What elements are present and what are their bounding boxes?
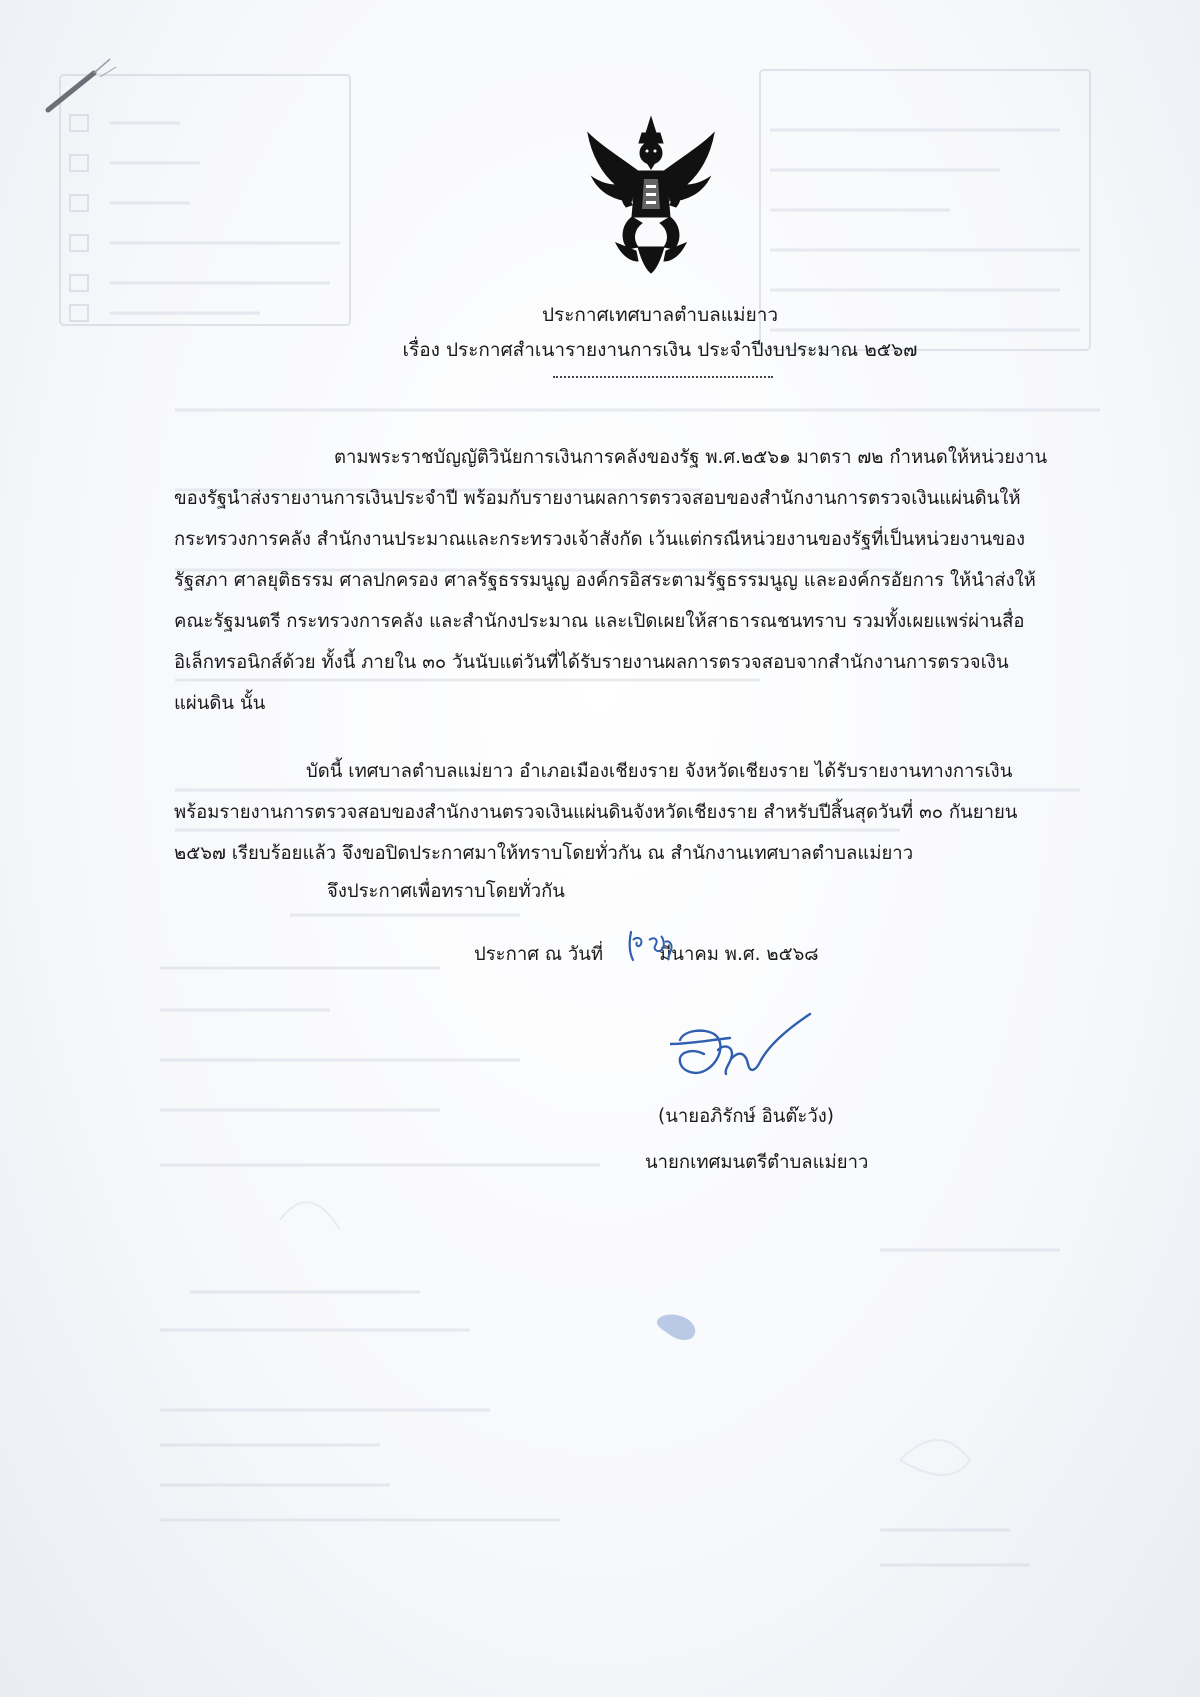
date-month-year: มีนาคม พ.ศ. ๒๕๖๘ [659, 944, 819, 965]
paragraph-line: รัฐสภา ศาลยุติธรรม ศาลปกครอง ศาลรัฐธรรมนูญ องค์กรอิสระตามรัฐธรรมนูญ และองค์กรอัยการ ให้นำส่งให้ [174, 570, 1036, 591]
paragraph-1 [174, 437, 1134, 724]
paragraph-line: ตามพระราชบัญญัติวินัยการเงินการคลังของรัฐ พ.ศ.๒๕๖๑ มาตรา ๗๒ กำหนดให้หน่วยงาน [334, 447, 1048, 468]
signatory-position: นายกเทศมนตรีตำบลแม่ยาว [645, 1152, 869, 1173]
paragraph-2 [174, 751, 1134, 874]
closing-statement: จึงประกาศเพื่อทราบโดยทั่วกัน [327, 881, 565, 902]
garuda-emblem-icon [586, 115, 716, 275]
ink-blot [655, 1310, 699, 1344]
signatory-name: (นายอภิรักษ์ อินต๊ะวัง) [658, 1106, 834, 1127]
paragraph-line: ของรัฐนำส่งรายงานการเงินประจำปี พร้อมกับรายงานผลการตรวจสอบของสำนักงานการตรวจเงินแผ่นดินให้ [174, 488, 1021, 509]
paragraph-line: แผ่นดิน นั้น [174, 693, 266, 714]
subject-line: เรื่อง ประกาศสำเนารายงานการเงิน ประจำปีงบประมาณ ๒๕๖๗ [402, 339, 918, 361]
paragraph-line: บัดนี้ เทศบาลตำบลแม่ยาว อำเภอเมืองเชียงราย จังหวัดเชียงราย ได้รับรายงานทางการเงิน [306, 761, 1013, 782]
handwritten-day [625, 928, 681, 964]
dotted-separator [553, 376, 773, 378]
date-prefix: ประกาศ ณ วันที่ [474, 944, 604, 965]
paragraph-line: ๒๕๖๗ เรียบร้อยแล้ว จึงขอปิดประกาศมาให้ทราบโดยทั่วกัน ณ สำนักงานเทศบาลตำบลแม่ยาว [174, 843, 914, 864]
signature-icon [670, 1010, 820, 1100]
org-title: ประกาศเทศบาลตำบลแม่ยาว [541, 304, 779, 326]
pen-mark [44, 55, 124, 125]
paragraph-line: กระทรวงการคลัง สำนักงานประมาณและกระทรวงเจ้าสังกัด เว้นแต่กรณีหน่วยงานของรัฐที่เป็นหน่วยงานของ [174, 529, 1026, 550]
paragraph-line: คณะรัฐมนตรี กระทรวงการคลัง และสำนักงประมาณ และเปิดเผยให้สาธารณชนทราบ รวมทั้งเผยแพร่ผ่านสื่อ [174, 611, 1025, 632]
paragraph-line: พร้อมรายงานการตรวจสอบของสำนักงานตรวจเงินแผ่นดินจังหวัดเชียงราย สำหรับปีสิ้นสุดวันที่ ๓๐ กันยายน [174, 802, 1018, 823]
paragraph-line: อิเล็กทรอนิกส์ด้วย ทั้งนี้ ภายใน ๓๐ วันนับแต่วันที่ได้รับรายงานผลการตรวจสอบจากสำนักงานการตรวจเงิน [174, 652, 1009, 673]
